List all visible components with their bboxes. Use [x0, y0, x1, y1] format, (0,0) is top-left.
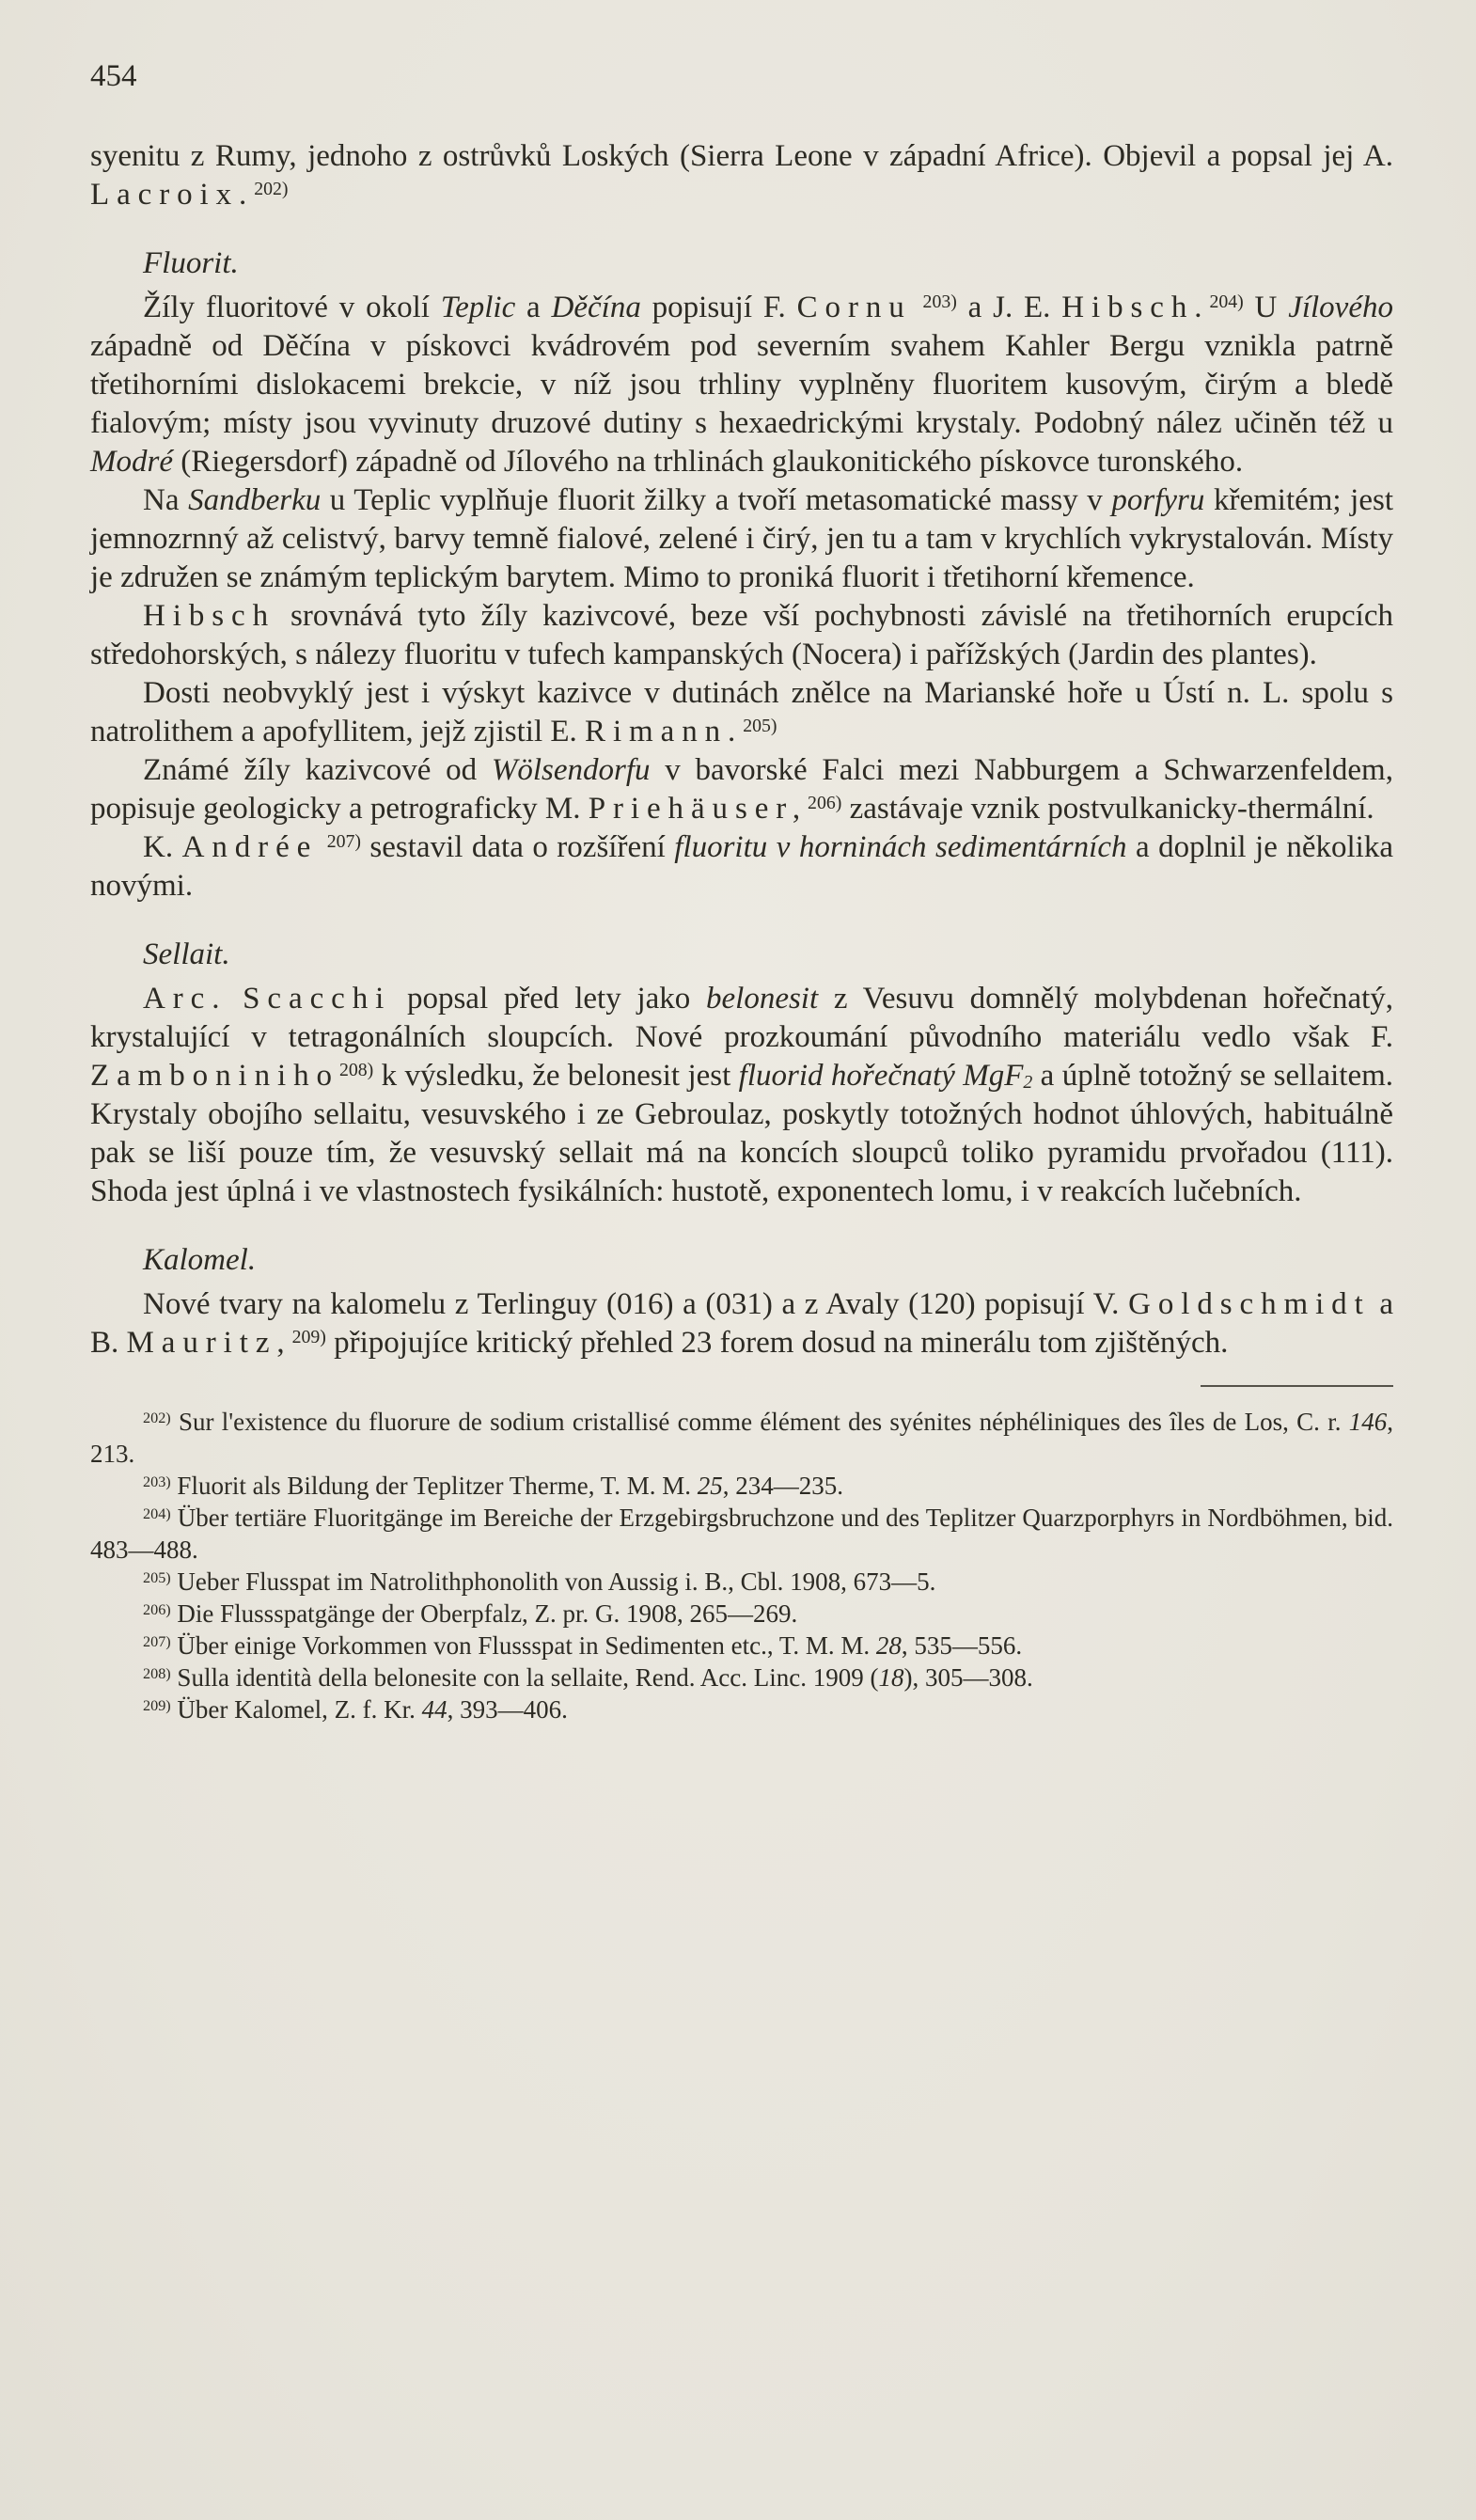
footnote-ref: 202) — [254, 178, 289, 199]
text-segment: u Teplic vyplňuje fluorit žilky a tvoří metasomatické massy v — [321, 482, 1112, 517]
text-segment: porfyru — [1111, 482, 1205, 517]
text-segment: popsal před lety jako — [391, 981, 706, 1016]
text-segment: syenitu z Rumy, jednoho z ostrůvků Loských (Sierra Leone v západní Africe). Objevil a popsal jej A. — [90, 138, 1393, 173]
paragraph — [90, 137, 1393, 214]
paragraph — [90, 1285, 1393, 1362]
footnote — [90, 1502, 1393, 1566]
paragraph — [90, 828, 1393, 906]
footnote-ref: 208) — [338, 1059, 374, 1080]
text-segment: křemitém; jest jemnozrnný až celistvý, barvy temně fialové, zelené i čirý, jen tu a tam v krychlích vykrystalován. Místy je združen se známým teplickým barytem. Mimo to proniká fluorit i třetihorní křemence. — [90, 482, 1394, 594]
page-number: 454 — [90, 59, 137, 93]
text-segment: Zamboniniho — [90, 1058, 339, 1093]
text-segment: U — [1243, 290, 1289, 324]
footnote — [90, 1470, 1393, 1502]
text-segment: z Vesuvu domnělý molybdenan hořečnatý, krystalující v tetragonálních sloupcích. Nové prozkoumání původního materiálu vedlo však F. — [90, 981, 1394, 1054]
text-segment: a doplnil je několika novými. — [90, 829, 1393, 903]
text-segment: , 234—235. — [722, 1471, 843, 1500]
text-segment: Teplic — [440, 290, 516, 324]
footnote-ref: 202) — [143, 1409, 171, 1426]
text-segment: Jílového — [1288, 290, 1393, 324]
footnote — [90, 1630, 1393, 1662]
text-segment: a B. — [90, 1286, 1393, 1360]
paragraph — [90, 674, 1393, 751]
footnote-ref: 208) — [143, 1664, 171, 1682]
footnote-ref: 207) — [326, 830, 361, 852]
text-segment: v bavorské Falci mezi Nabburgem a Schwarzenfeldem, popisuje geologicky a petrograficky M. — [90, 752, 1393, 826]
footnote — [90, 1566, 1393, 1598]
text-segment: Mauritz, — [126, 1325, 292, 1360]
text-segment: Andrée — [181, 829, 319, 864]
text-segment — [318, 830, 326, 864]
footnote-ref: 209) — [143, 1696, 171, 1714]
footnote — [90, 1662, 1393, 1693]
text-segment: Fluorit. — [143, 245, 239, 280]
text-segment: Nové tvary na kalomelu z Terlinguy (016) a (031) a z Avaly (120) popisují V. — [143, 1286, 1129, 1321]
text-segment: Scacchi — [243, 981, 392, 1016]
paragraph — [90, 481, 1393, 597]
footnote — [90, 1406, 1393, 1470]
text-segment: Sellait. — [143, 937, 230, 971]
text-segment: ), 305—308. — [903, 1662, 1033, 1692]
text-segment: 28 — [875, 1630, 902, 1660]
text-segment: 2 — [1023, 1071, 1033, 1093]
text-segment: Sulla identità della belonesite con la sellaite, Rend. Acc. Linc. 1909 ( — [170, 1662, 879, 1692]
text-segment: , 535—556. — [901, 1630, 1023, 1660]
text-segment: Děčína — [551, 290, 641, 324]
text-segment: Über tertiäre Fluoritgänge im Bereiche der Erzgebirgsbruchzone und des Teplitzer Quarzporphyrs in Nordböhmen, bid. 483—488. — [90, 1503, 1393, 1564]
text-segment: a úplně totožný se sellaitem. Krystaly obojího sellaitu, vesuvského i ze Gebroulaz, poskytly totožných hodnot úhlových, habituálně pak se liší pouze tím, že vesuvský sellait má na koncích sloupců toliko pyramidu prvořadou (111). Shoda jest úplná i ve vlastnostech fysikálních: hustotě, exponentech lomu, i v reakcích lučebních. — [90, 1058, 1394, 1208]
text-segment: západně od Děčína v pískovci kvádrovém pod severním svahem Kahler Bergu vznikla patrně třetihorními dislokacemi brekcie, v níž jsou trhliny vyplněny fluoritem kusovým, čirým a bledě fialovým; místy jsou vyvinuty druzové dutiny s hexaedrickými krystaly. Podobný nález učiněn též u — [90, 328, 1393, 440]
footnote-ref: 204) — [143, 1504, 171, 1522]
text-segment: Známé žíly kazivcové od — [143, 752, 492, 787]
footnote-ref: 203) — [143, 1473, 171, 1490]
text-segment: 25 — [697, 1471, 723, 1500]
section-heading — [90, 1241, 1393, 1280]
footnote — [90, 1693, 1393, 1725]
paragraph — [90, 289, 1393, 481]
text-segment: Hibsch. — [1061, 290, 1210, 324]
footnote-ref: 204) — [1209, 291, 1244, 312]
footnote-ref: 206) — [808, 792, 842, 813]
footnote-ref: 209) — [291, 1326, 326, 1347]
text-segment: fluorid hořečnatý MgF — [738, 1058, 1024, 1093]
text-segment: Na — [143, 482, 189, 517]
text-segment: připojujíce kritický přehled 23 forem dosud na minerálu tom zjištěných. — [325, 1325, 1229, 1360]
text-segment: Über Kalomel, Z. f. Kr. — [170, 1694, 422, 1724]
text-segment: popisují F. — [640, 290, 797, 324]
text-segment: Priehäuser, — [588, 791, 809, 826]
text-segment: K. — [143, 829, 182, 864]
text-segment: Modré — [90, 444, 173, 479]
text-segment: a — [515, 290, 552, 324]
text-segment: Fluorit als Bildung der Teplitzer Therme, T. M. M. — [170, 1471, 698, 1500]
text-segment — [912, 291, 923, 324]
footnote-ref: 206) — [143, 1600, 171, 1618]
text-segment: Dosti neobvyklý jest i výskyt kazivce v dutinách znělce na Marianské hoře u Ústí n. L. spolu s natrolithem a apofyllitem, jejž zjistil E. — [90, 675, 1393, 748]
paragraph — [90, 980, 1393, 1211]
text-segment: Goldschmidt — [1128, 1286, 1371, 1321]
text-segment: zastávaje vznik postvulkanicky-thermální. — [841, 791, 1374, 826]
text-segment: sestavil data o rozšíření — [360, 829, 675, 864]
text-segment — [227, 982, 243, 1016]
footnote-separator-rule — [1201, 1385, 1393, 1387]
text-segment: Die Flussspatgänge der Oberpfalz, Z. pr. G. 1908, 265—269. — [170, 1599, 798, 1628]
text-segment: fluoritu v horninách sedimentárních — [674, 829, 1127, 864]
text-segment: srovnává tyto žíly kazivcové, beze vší pochybnosti závislé na třetihorních erupcích středohorských, s nálezy fluoritu v tufech kampanských (Nocera) i pařížských (Jardin des plantes). — [90, 598, 1393, 671]
text-segment: , 393—406. — [447, 1694, 568, 1724]
footnote-ref: 205) — [743, 715, 777, 736]
text-segment: Ueber Flusspat im Natrolithphonolith von Aussig i. B., Cbl. 1908, 673—5. — [170, 1567, 936, 1596]
text-segment: Kalomel. — [143, 1242, 257, 1277]
text-segment: Hibsch — [143, 598, 276, 633]
footnote — [90, 1598, 1393, 1630]
text-segment: Žíly fluoritové v okolí — [143, 290, 441, 324]
text-segment: Wölsendorfu — [491, 752, 651, 787]
text-segment: belonesit — [706, 981, 819, 1016]
section-heading — [90, 244, 1393, 283]
text-segment: Rimann. — [585, 714, 744, 748]
footnote-ref: 205) — [143, 1568, 171, 1586]
section-heading — [90, 936, 1393, 974]
footnotes — [90, 1406, 1393, 1725]
text-segment: 44 — [421, 1694, 448, 1724]
paragraph — [90, 751, 1393, 828]
text-segment: Sur l'existence du fluorure de sodium cristallisé comme élément des syénites néphéliniques des îles de Los, C. r. — [170, 1407, 1349, 1436]
text-segment: 18 — [878, 1662, 904, 1692]
paragraph — [90, 597, 1393, 674]
text-segment: Über einige Vorkommen von Flussspat in Sedimenten etc., T. M. M. — [170, 1630, 876, 1660]
text-segment: Cornu — [796, 290, 912, 324]
text-segment: k výsledku, že belonesit jest — [373, 1058, 739, 1093]
body-text-blocks — [90, 137, 1393, 1362]
footnote-ref: 203) — [922, 291, 957, 312]
text-segment: Lacroix. — [90, 177, 255, 212]
text-segment: (Riegersdorf) západně od Jílového na trhlinách glaukonitického pískovce turonského. — [172, 444, 1244, 479]
text-segment: 146 — [1348, 1407, 1388, 1436]
text-segment: Arc. — [143, 981, 228, 1016]
text-segment: Sandberku — [188, 482, 322, 517]
text-segment: a J. E. — [956, 290, 1062, 324]
text-segment: , 213. — [90, 1407, 1393, 1468]
footnote-ref: 207) — [143, 1632, 171, 1650]
